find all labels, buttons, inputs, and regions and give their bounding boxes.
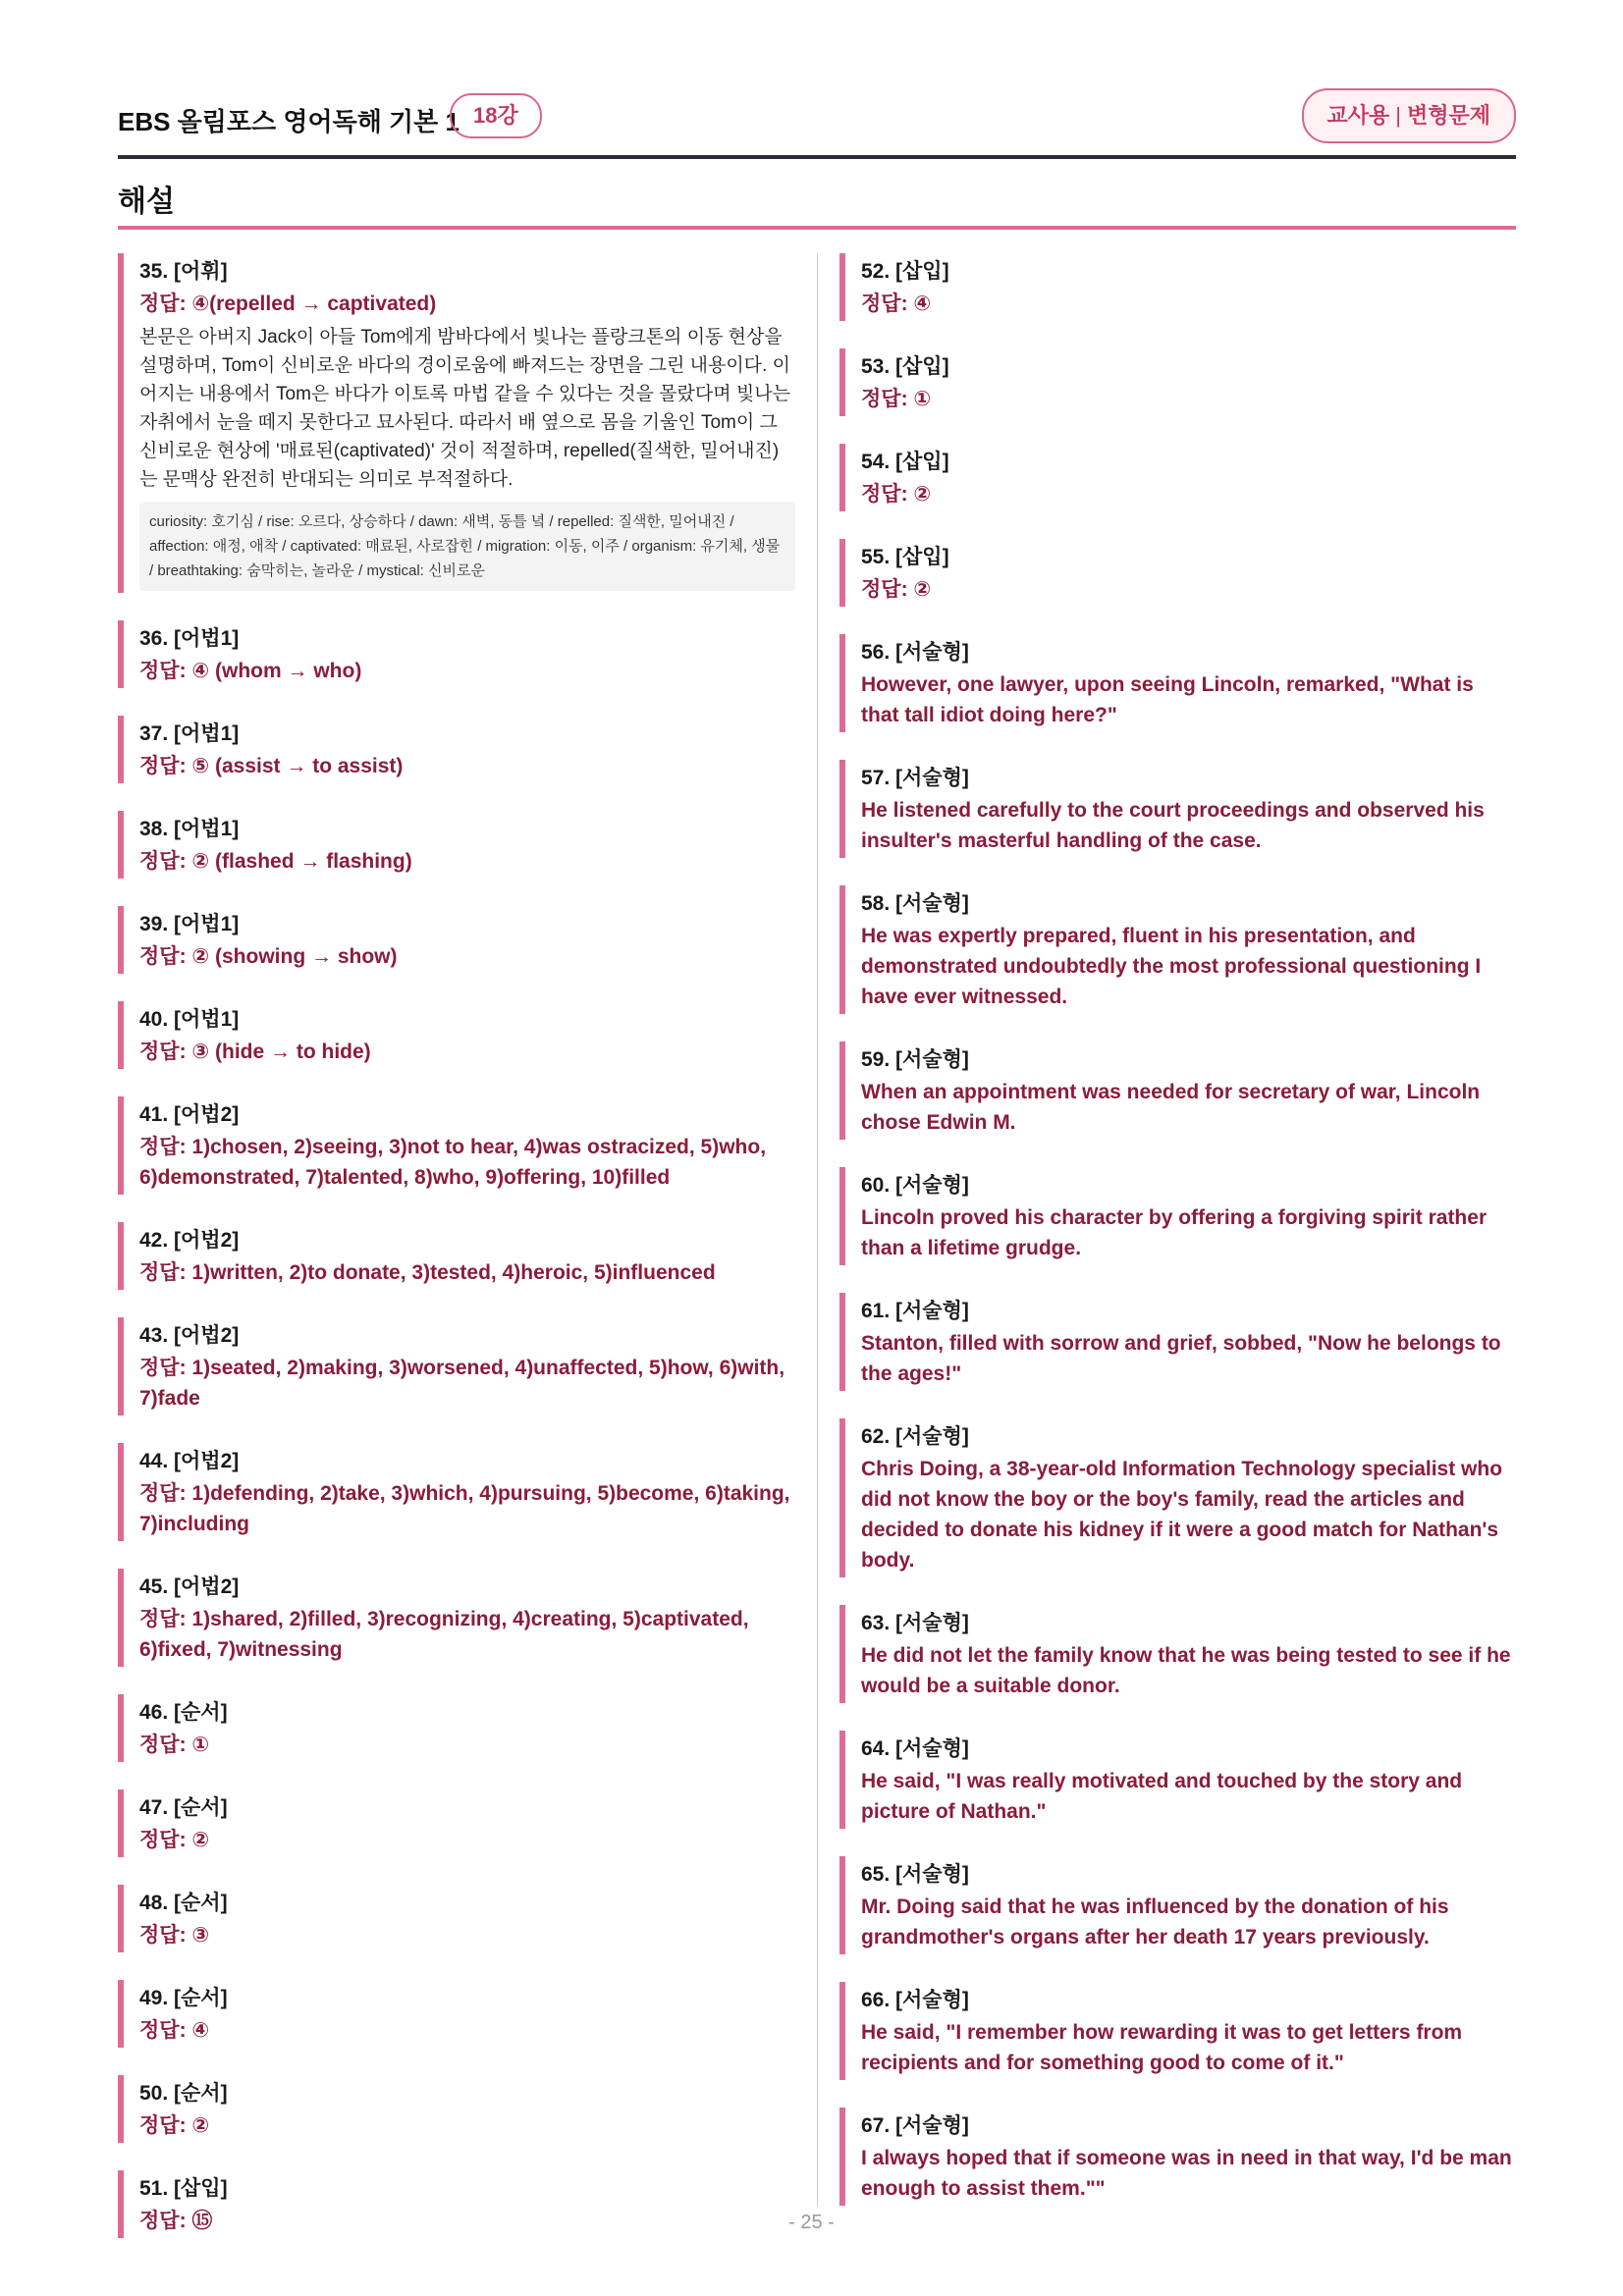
lesson-badge: 18강 [450,93,542,138]
question-label: 62. [서술형] [861,1425,969,1448]
question-label: 39. [어법1] [139,913,240,935]
answer-text: He listened carefully to the court proceedings and observed his insulter's masterful handling of the case. [861,799,1485,852]
answer-text: 정답: ① [139,1734,210,1756]
answer-item [839,1167,1517,1265]
answer-item [839,539,1517,607]
question-label: 53. [삽입] [861,355,949,378]
answer-item [839,760,1517,858]
badge-separator: | [1395,103,1401,128]
question-label: 40. [어법1] [139,1008,240,1031]
answer-text: He said, "I remember how rewarding it was to get letters from recipients and for something good to come of it." [861,2021,1463,2074]
question-label: 64. [서술형] [861,1737,969,1760]
answer-text: He said, "I was really motivated and touched by the story and picture of Nathan." [861,1770,1463,1823]
answer-text: 정답: ④ (whom → who) [139,660,362,682]
answer-text: 정답: ⑮ [139,2210,213,2232]
question-label: 46. [순서] [139,1701,228,1724]
answer-item [839,1856,1517,1954]
question-label: 60. [서술형] [861,1174,969,1197]
answer-text: Lincoln proved his character by offering a forgiving spirit rather than a lifetime grudge. [861,1206,1488,1259]
question-label: 49. [순서] [139,1987,228,2009]
question-label: 47. [순서] [139,1796,228,1819]
answer-text: Stanton, filled with sorrow and grief, sobbed, "Now he belongs to the ages!" [861,1332,1501,1385]
answer-text: 정답: ④(repelled → captivated) [139,293,437,315]
answer-text: 정답: ⑤ (assist → to assist) [139,755,404,777]
answer-text: 정답: ① [861,388,932,410]
question-label: 55. [삽입] [861,546,949,568]
answer-text: I always hoped that if someone was in need in that way, I'd be man enough to assist them."" [861,2147,1512,2200]
answer-item [118,716,795,783]
question-label: 56. [서술형] [861,641,969,664]
answer-text: 정답: ② [861,483,932,506]
question-label: 63. [서술형] [861,1612,969,1634]
section-rule [118,226,1516,230]
answer-item [118,2075,795,2143]
question-label: 57. [서술형] [861,767,969,789]
answer-item [118,1317,795,1415]
question-label: 36. [어법1] [139,627,240,650]
answer-item [839,1293,1517,1391]
answer-text: 정답: ③ (hide → to hide) [139,1041,371,1063]
question-label: 65. [서술형] [861,1863,969,1886]
answer-item [839,348,1517,416]
answer-item [118,620,795,688]
answer-item [839,253,1517,321]
answer-item [839,2108,1517,2206]
answer-item [839,1041,1517,1140]
answer-item [118,811,795,879]
header-rule [118,155,1516,159]
answer-text: Mr. Doing said that he was influenced by the donation of his grandmother's organs after her death 17 years previously. [861,1896,1449,1949]
answer-text: 정답: 1)shared, 2)filled, 3)recognizing, 4)creating, 5)captivated, 6)fixed, 7)witnessing [139,1608,749,1661]
answer-text: 정답: ③ [139,1924,210,1947]
left-column [118,253,795,2266]
question-label: 38. [어법1] [139,818,240,840]
section-title: 해설 [118,186,175,218]
question-label: 51. [삽입] [139,2177,228,2200]
answer-text: 정답: ② [139,1829,210,1851]
explanation-text: 본문은 아버지 Jack이 아들 Tom에게 밤바다에서 빛나는 플랑크톤의 이동 현상을 설명하며, Tom이 신비로운 바다의 경이로움에 빠져드는 장면을 그린 내용이다. 이어지는 내용에서 Tom은 바다가 이토록 마법 같을 수 있다는 것을 몰랐다며 빛나는 자취에서 눈을 떼지 못한다고 묘사된다. 따라서 배 옆으로 몸을 기울인 Tom이 그 신비로운 현상에 '매료된(captivated)' 것이 적절하며, repelled(질색한, 밀어내진)는 문맥상 완전히 반대되는 의미로 부적절하다. [139,327,790,490]
answer-text: He was expertly prepared, fluent in his presentation, and demonstrated undoubtedly the most professional questioning I have ever witnessed. [861,925,1482,1008]
edition-badge [1302,88,1517,143]
question-label: 66. [서술형] [861,1989,969,2011]
question-label: 58. [서술형] [861,892,969,915]
audience-label: 교사용 [1326,103,1390,128]
answer-text: 정답: 1)defending, 2)take, 3)which, 4)pursuing, 5)become, 6)taking, 7)including [139,1482,790,1535]
vocab-box: curiosity: 호기심 / rise: 오르다, 상승하다 / dawn: 새벽, 동틀 녘 / repelled: 질색한, 밀어내진 / affection: 애정, 애착 / captivated: 매료된, 사로잡힌 / migration: 이동, 이주 / organism: 유기체, 생물 / breathtaking: 숨막히는, 놀라운 / mystical: 신비로운 [139,502,795,591]
question-label: 43. [어법2] [139,1324,240,1347]
answer-item [839,1418,1517,1577]
answer-item [118,1443,795,1541]
answer-text: 정답: 1)written, 2)to donate, 3)tested, 4)heroic, 5)influenced [139,1261,716,1284]
answer-text: He did not let the family know that he was being tested to see if he would be a suitable donor. [861,1644,1511,1697]
question-label: 48. [순서] [139,1892,228,1914]
answer-item [118,1096,795,1195]
page-number: - 25 - [788,2212,835,2233]
answer-text: When an appointment was needed for secretary of war, Lincoln chose Edwin M. [861,1081,1481,1134]
answer-item [839,1731,1517,1829]
answer-item [118,1789,795,1857]
answer-text: 정답: 1)seated, 2)making, 3)worsened, 4)unaffected, 5)how, 6)with, 7)fade [139,1357,785,1410]
answer-text: 정답: ④ [139,2019,210,2042]
question-label: 44. [어법2] [139,1450,240,1472]
page-header [118,90,1516,149]
answer-item [839,444,1517,511]
answer-text: 정답: ② [139,2114,210,2137]
answer-item [839,1982,1517,2080]
answer-text: 정답: ② (showing → show) [139,945,398,968]
question-label: 52. [삽입] [861,260,949,283]
question-label: 37. [어법1] [139,722,240,745]
answer-item [839,634,1517,732]
answer-text: 정답: ② [861,578,932,601]
answer-item [118,1694,795,1762]
book-title: EBS 올림포스 영어독해 기본 1 [118,107,460,136]
question-label: 45. [어법2] [139,1575,240,1598]
type-label: 변형문제 [1406,103,1490,128]
question-label: 67. [서술형] [861,2114,969,2137]
answer-text: However, one lawyer, upon seeing Lincoln, remarked, "What is that tall idiot doing here?" [861,673,1474,726]
question-label: 50. [순서] [139,2082,228,2105]
column-divider [817,253,818,2207]
answer-item [118,1222,795,1290]
answer-item [839,1605,1517,1703]
question-label: 35. [어휘] [139,260,228,283]
question-label: 42. [어법2] [139,1229,240,1252]
right-column [839,253,1517,2233]
answer-text: 정답: ② (flashed → flashing) [139,850,412,873]
answer-item [118,253,795,593]
answer-text: 정답: 1)chosen, 2)seeing, 3)not to hear, 4)was ostracized, 5)who, 6)demonstrated, 7)talented, 8)who, 9)offering, 10)filled [139,1136,767,1189]
question-label: 59. [서술형] [861,1048,969,1071]
question-label: 41. [어법2] [139,1103,240,1126]
answer-item [118,1885,795,1952]
answer-item [118,1980,795,2048]
answer-item [839,885,1517,1014]
question-label: 61. [서술형] [861,1300,969,1322]
answer-text: Chris Doing, a 38-year-old Information Technology specialist who did not know the boy or the boy's family, read the articles and decided to donate his kidney if it were a good match for Nathan's body. [861,1458,1503,1572]
answer-item [118,1569,795,1667]
answer-item [118,906,795,974]
answer-text: 정답: ④ [861,293,932,315]
answer-item [118,1001,795,1069]
question-label: 54. [삽입] [861,451,949,473]
